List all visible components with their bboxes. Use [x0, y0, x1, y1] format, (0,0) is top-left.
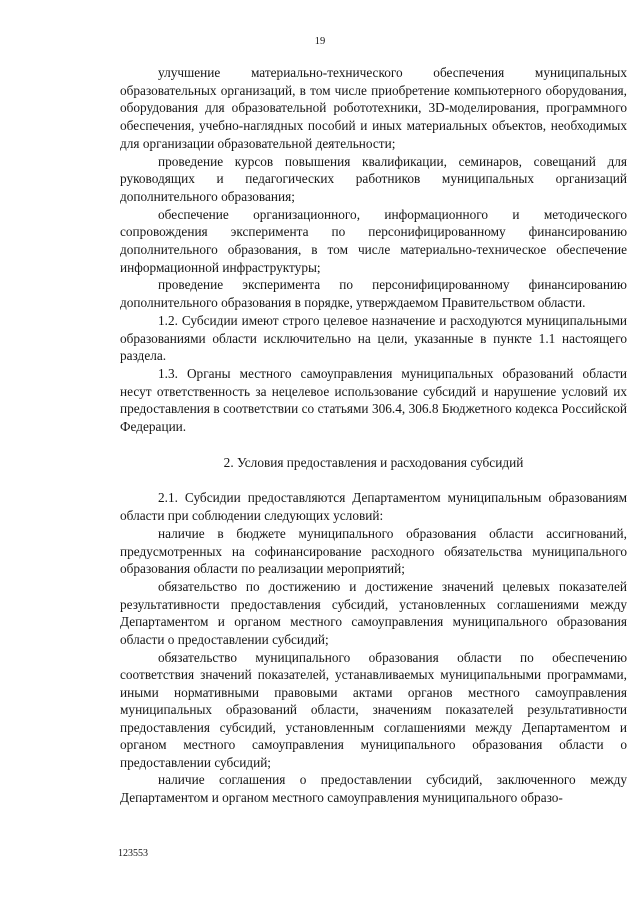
section-title: 2. Условия предоставления и расходования субсидий	[223, 454, 524, 470]
page-number: 19	[314, 36, 326, 47]
paragraph: 1.3. Органы местного самоуправления муниципальных образований области несут ответственность за нецелевое использование субсидий и нарушение условий их предоставления в соответствии со статьями 306.4, 306.8 Бюджетного кодекса Российской Федерации.	[120, 365, 627, 435]
document-body	[120, 64, 627, 807]
paragraph: проведение эксперимента по персонифицированному финансированию дополнительного образования в порядке, утверждаемом Правительством области.	[120, 277, 627, 311]
paragraph: обязательство по достижению и достижение значений целевых показателей результативности предоставления субсидий, установленных соглашениями между Департаментом и органом местного самоуправления муниципального образования области о предоставлении субсидий;	[120, 578, 627, 648]
paragraph: 2.1. Субсидии предоставляются Департаментом муниципальным образованиям области при соблюдении следующих условий:	[120, 490, 627, 524]
paragraph: проведение курсов повышения квалификации, семинаров, совещаний для руководящих и педагогических работников муниципальных организаций дополнительного образования;	[120, 153, 627, 204]
paragraph: 1.2. Субсидии имеют строго целевое назначение и расходуются муниципальными образованиями области исключительно на цели, указанные в пункте 1.1 настоящего раздела.	[120, 312, 627, 364]
paragraph: улучшение материально-технического обеспечения муниципальных образовательных организаций, в том числе приобретение компьютерного оборудования, оборудования для образовательной робототехники, 3D-моделирования, программного обеспечения, учебно-наглядных пособий и иных материальных объектов, необходимых для организации образовательной деятельности;	[120, 65, 627, 151]
document-code: 123553	[118, 848, 148, 859]
paragraph: обязательство муниципального образования области по обеспечению соответствия значений показателей, устанавливаемых муниципальными программами, иными нормативными правовыми актами органов местного самоуправления муниципальных образований области, значениям показателей результативности предоставления субсидий, установленным соглашениями между Департаментом и органом местного самоуправления муниципального образования области о предоставлении субсидий;	[120, 649, 627, 770]
paragraph: наличие в бюджете муниципального образования области ассигнований, предусмотренных на софинансирование расходного обязательства муниципального образования области по реализации мероприятий;	[120, 525, 627, 577]
paragraph: наличие соглашения о предоставлении субсидий, заключенного между Департаментом и органом местного самоуправления муниципального образо-	[120, 772, 627, 805]
paragraph: обеспечение организационного, информационного и методического сопровождения эксперимента по персонифицированному финансированию дополнительного образования, в том числе материально-техническое обеспечение информационной инфраструктуры;	[120, 206, 627, 275]
